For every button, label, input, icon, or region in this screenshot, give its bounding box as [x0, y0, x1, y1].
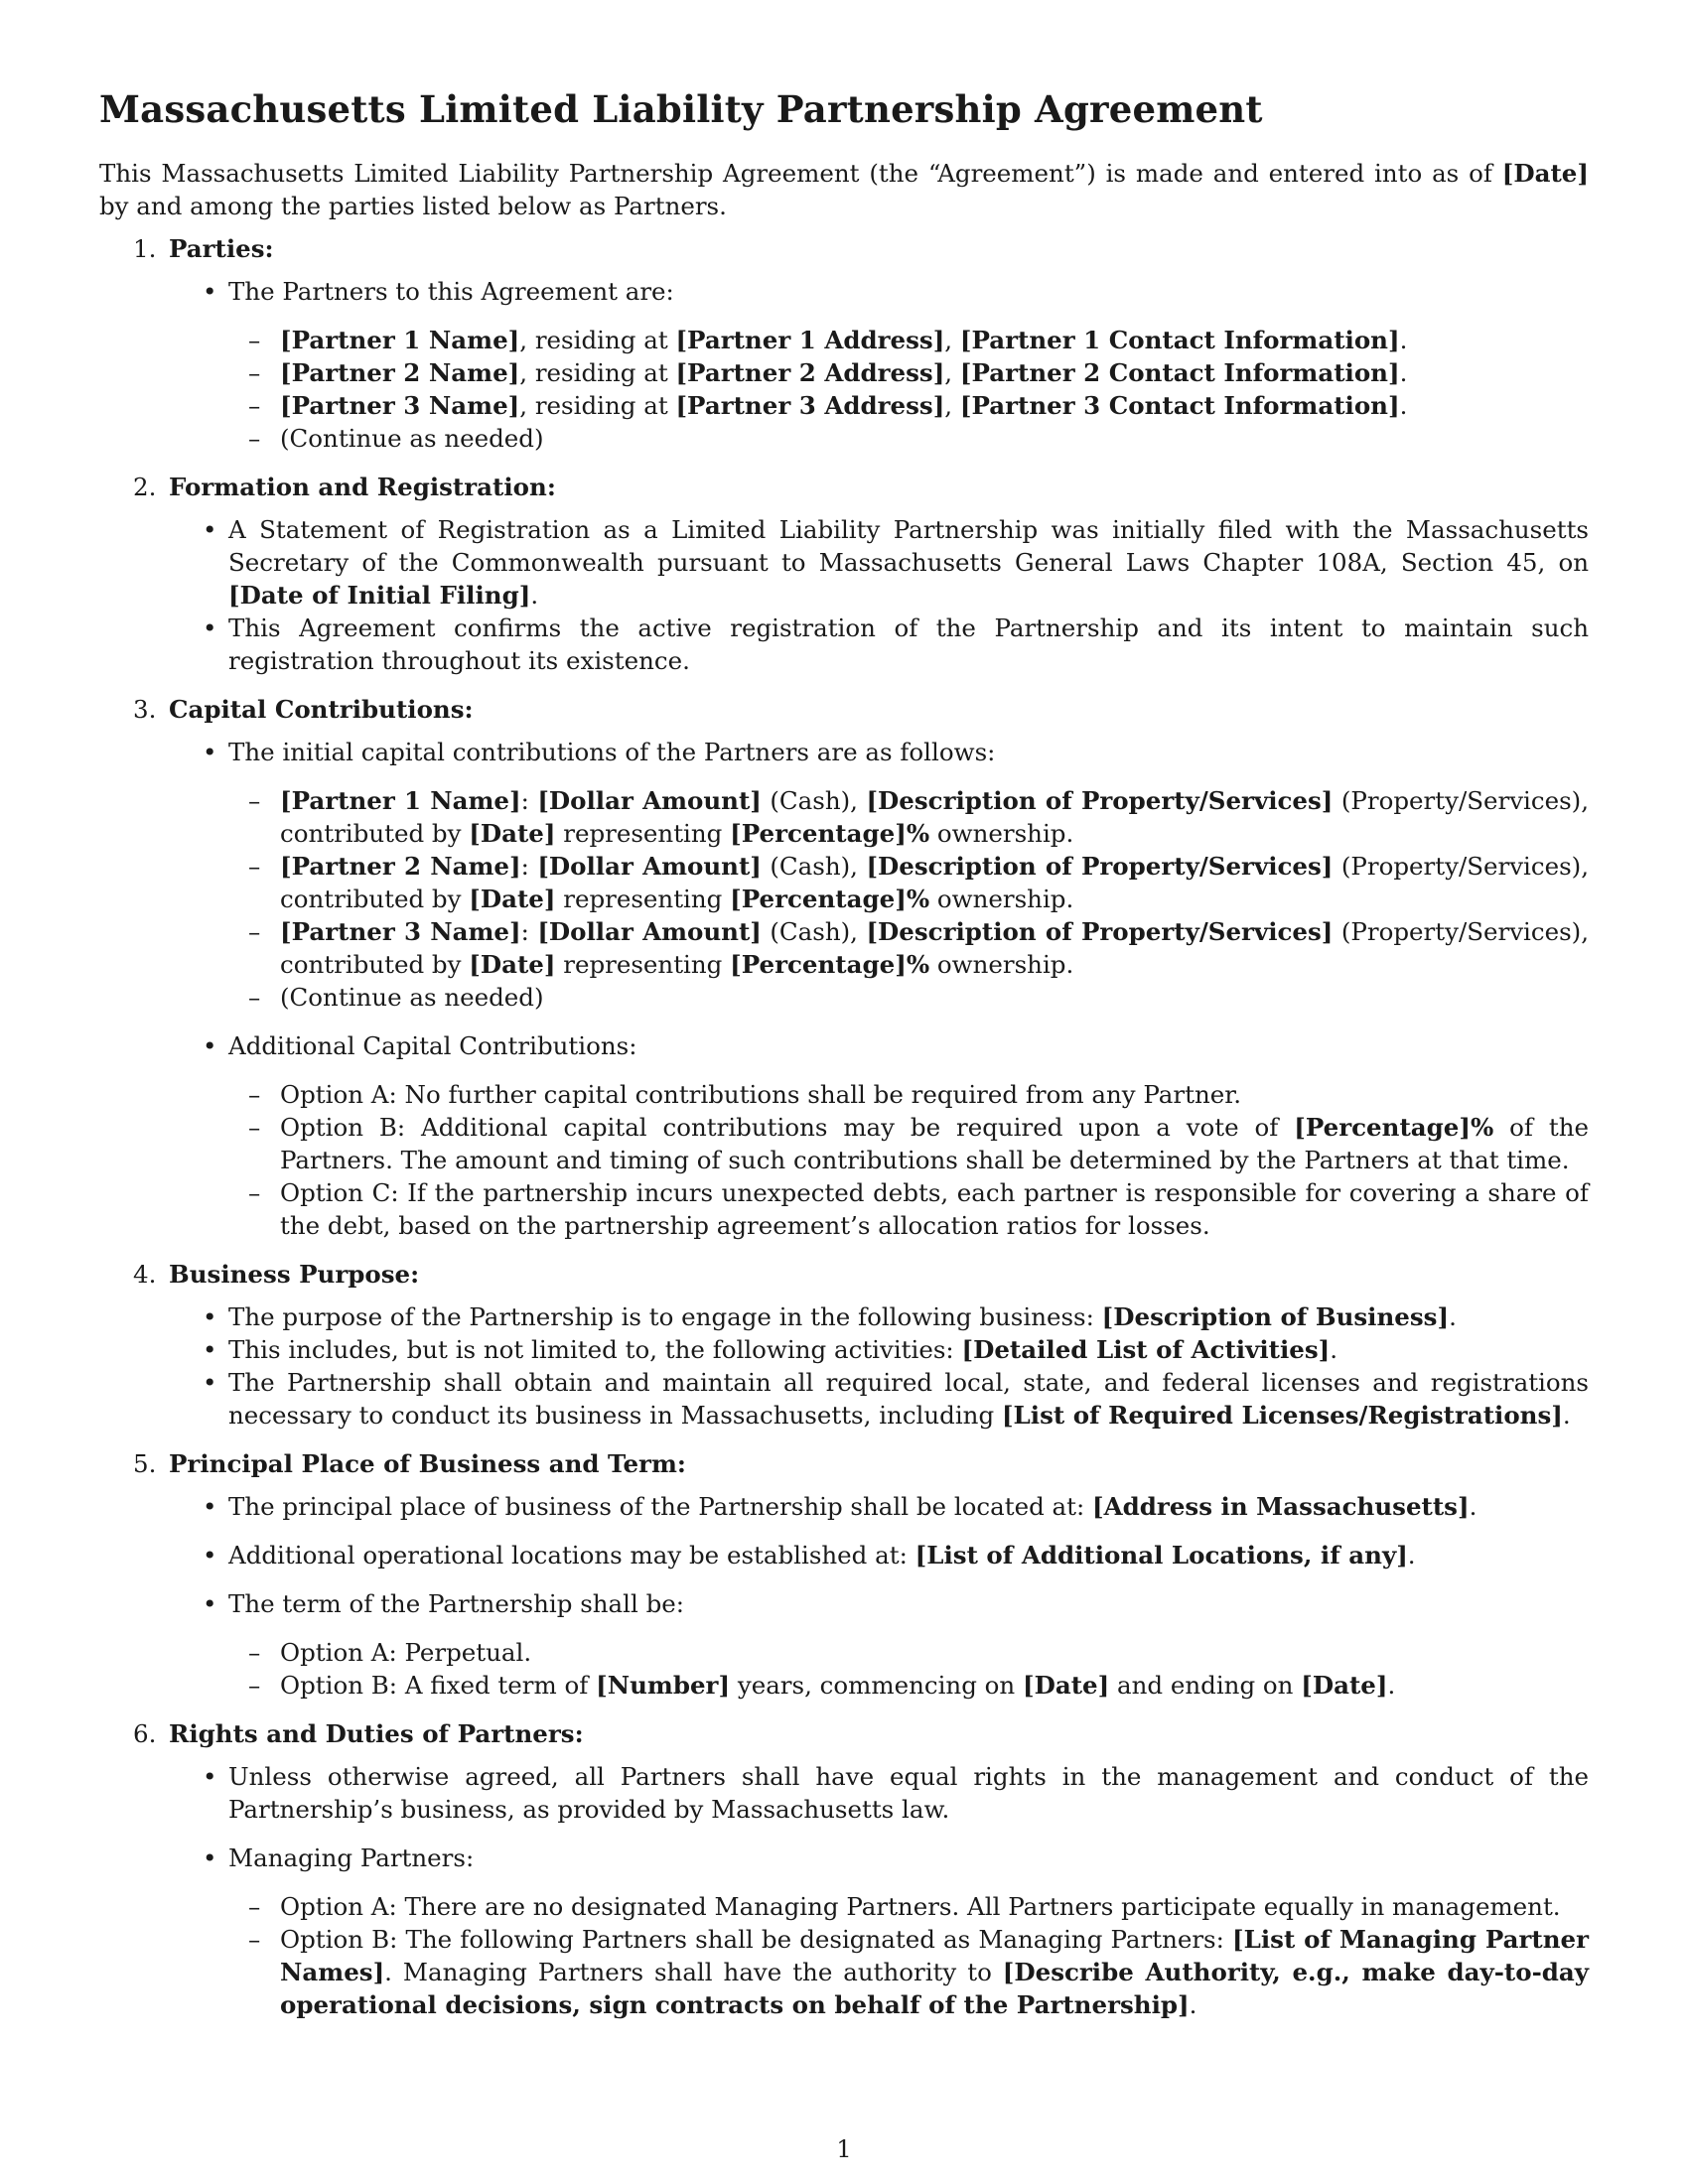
address-placeholder: [Address in Massachusetts] [1092, 1492, 1470, 1522]
text: (Property/Services), contributed by [280, 917, 1590, 980]
partner-contact: [Partner 3 Contact Information] [959, 391, 1400, 421]
bullet-item [169, 1760, 1589, 1826]
dollar-amount: [Dollar Amount] [537, 852, 762, 882]
bullet-item [169, 513, 1589, 612]
text: representing [555, 885, 731, 914]
dash-icon: – [248, 358, 261, 388]
text: , [944, 358, 960, 388]
text: : [520, 786, 538, 816]
sections-list [99, 232, 1589, 2021]
partner-contact: [Partner 2 Contact Information] [959, 358, 1400, 388]
dollar-amount: [Dollar Amount] [537, 786, 762, 816]
option-text: Option B: Additional capital contributions may be required upon a vote of [280, 1113, 1295, 1143]
bullet-text: The purpose of the Partnership is to engage in the following business: [228, 1302, 1102, 1332]
option-text: Option B: The following Partners shall be designated as Managing Partners: [280, 1925, 1233, 1955]
document-page [99, 87, 1589, 2037]
bullet-item [169, 612, 1589, 677]
options-list [228, 1636, 1589, 1702]
bullet-item [169, 1539, 1589, 1571]
option-item [228, 1078, 1589, 1111]
section-title: Formation and Registration: [169, 473, 556, 502]
text: . [1399, 391, 1408, 421]
bullet-item [169, 1366, 1589, 1432]
bullet-text: Additional Capital Contributions: [228, 1031, 637, 1061]
partner-address: [Partner 2 Address] [675, 358, 945, 388]
contribution-item [228, 850, 1589, 915]
bullet-text: The Partnership shall obtain and maintain all required local, state, and federal licenses and registrations necessary to conduct its business in Massachusetts, including [228, 1368, 1589, 1431]
text: . [1330, 1335, 1338, 1365]
date-placeholder: [Date] [469, 950, 556, 980]
bullet-list [169, 1300, 1589, 1432]
partner-address: [Partner 1 Address] [675, 326, 945, 355]
section-rights-duties [99, 1717, 1589, 2021]
text: : [520, 917, 538, 947]
bullet-text: A Statement of Registration as a Limited Liability Partnership was initially filed with the Massachusetts Secretary of the Commonwealth pursuant to Massachusetts General Laws Chapter 108A, Section 45, on [228, 515, 1589, 578]
section-parties [99, 232, 1589, 455]
section-capital-contributions [99, 693, 1589, 1242]
section-business-purpose [99, 1258, 1589, 1432]
percentage-placeholder: [Percentage]% [730, 885, 930, 914]
section-number: 5. [133, 1449, 157, 1479]
bullet-text: The Partners to this Agreement are: [228, 277, 674, 307]
contribution-list [228, 784, 1589, 1014]
start-date-placeholder: [Date] [1023, 1671, 1110, 1701]
bullet-text: The term of the Partnership shall be: [228, 1589, 685, 1619]
bullet-icon: • [203, 614, 217, 643]
section-title: Principal Place of Business and Term: [169, 1449, 686, 1479]
bullet-list [169, 1490, 1589, 1702]
text: , residing at [519, 326, 676, 355]
bullet-icon: • [203, 277, 217, 307]
option-item [228, 1669, 1589, 1702]
dash-icon: – [248, 1892, 261, 1922]
authority-placeholder: [Describe Authority, e.g., make day-to-day operational decisions, sign contracts on behalf of the Partnership] [280, 1958, 1589, 2020]
dash-icon: – [248, 1638, 261, 1668]
bullet-list [169, 275, 1589, 455]
options-list [228, 1078, 1589, 1242]
text: (Property/Services), contributed by [280, 786, 1590, 849]
section-formation [99, 471, 1589, 677]
bullet-list [169, 1760, 1589, 2021]
intro-paragraph [99, 157, 1589, 222]
contribution-item [228, 915, 1589, 981]
partner-contact: [Partner 1 Contact Information] [959, 326, 1400, 355]
bullet-item [169, 1490, 1589, 1523]
percentage-placeholder: [Percentage]% [730, 950, 930, 980]
option-text: Option A: No further capital contributions shall be required from any Partner. [280, 1080, 1242, 1110]
bullet-text: The principal place of business of the Partnership shall be located at: [228, 1492, 1093, 1522]
continue-item [228, 981, 1589, 1014]
option-text: Option A: Perpetual. [280, 1638, 532, 1668]
filing-date-placeholder: [Date of Initial Filing] [228, 581, 531, 611]
text: . [1399, 358, 1408, 388]
locations-placeholder: [List of Additional Locations, if any] [914, 1541, 1408, 1570]
text: (Cash), [761, 917, 867, 947]
dash-icon: – [248, 786, 261, 816]
bullet-icon: • [203, 1302, 217, 1332]
end-date-placeholder: [Date] [1301, 1671, 1388, 1701]
bullet-icon: • [203, 1031, 217, 1061]
partner-name: [Partner 3 Name] [280, 917, 521, 947]
partner-item [228, 356, 1589, 389]
dash-icon: – [248, 326, 261, 355]
text: , [944, 326, 960, 355]
section-number: 1. [133, 234, 157, 264]
bullet-item [169, 1029, 1589, 1242]
section-number: 2. [133, 473, 157, 502]
text: representing [555, 950, 731, 980]
bullet-text: Managing Partners: [228, 1843, 475, 1873]
option-text: and ending on [1109, 1671, 1302, 1701]
option-text: Option C: If the partnership incurs unexpected debts, each partner is responsible for covering a share of the debt, based on the partnership agreement’s allocation ratios for losses. [280, 1178, 1589, 1241]
bullet-icon: • [203, 1492, 217, 1522]
text: . [1562, 1401, 1571, 1431]
option-item [228, 1111, 1589, 1176]
bullet-list [169, 513, 1589, 677]
date-placeholder: [Date] [469, 885, 556, 914]
text: ownership. [929, 819, 1074, 849]
text: . [1449, 1302, 1457, 1332]
page-number: 1 [836, 2135, 852, 2163]
business-description-placeholder: [Description of Business] [1101, 1302, 1450, 1332]
bullet-text: Additional operational locations may be established at: [228, 1541, 915, 1570]
bullet-icon: • [203, 1843, 217, 1873]
dash-icon: – [248, 424, 261, 454]
text: representing [555, 819, 731, 849]
text: . [530, 581, 539, 611]
text: . [1469, 1492, 1477, 1522]
text: ownership. [929, 950, 1074, 980]
dash-icon: – [248, 1113, 261, 1143]
continue-text: (Continue as needed) [280, 983, 544, 1013]
partner-item [228, 389, 1589, 422]
text: . [1407, 1541, 1416, 1570]
dash-icon: – [248, 917, 261, 947]
managing-partners-placeholder: [List of Managing Partner Names] [280, 1925, 1590, 1987]
partner-list [228, 324, 1589, 455]
section-number: 3. [133, 695, 157, 725]
licenses-placeholder: [List of Required Licenses/Registrations] [1001, 1401, 1563, 1431]
bullet-icon: • [203, 738, 217, 767]
intro-date-placeholder: [Date] [1501, 159, 1589, 189]
section-title: Parties: [169, 234, 274, 264]
bullet-item [169, 1842, 1589, 2021]
bullet-icon: • [203, 1368, 217, 1398]
property-description: [Description of Property/Services] [866, 917, 1334, 947]
text: . [1399, 326, 1408, 355]
text: (Cash), [761, 786, 867, 816]
partner-item [228, 324, 1589, 356]
dash-icon: – [248, 983, 261, 1013]
text: : [520, 852, 538, 882]
continue-item [228, 422, 1589, 455]
bullet-item [169, 1587, 1589, 1702]
bullet-item [169, 1300, 1589, 1333]
option-item [228, 1176, 1589, 1242]
text: (Cash), [761, 852, 867, 882]
bullet-icon: • [203, 1541, 217, 1570]
partner-name: [Partner 1 Name] [280, 326, 520, 355]
bullet-text: This includes, but is not limited to, the following activities: [228, 1335, 962, 1365]
option-text: years, commencing on [730, 1671, 1023, 1701]
section-title: Business Purpose: [169, 1260, 420, 1290]
option-text: Option A: There are no designated Managing Partners. All Partners participate equally in management. [280, 1892, 1561, 1922]
bullet-icon: • [203, 515, 217, 545]
option-text: . Managing Partners shall have the authority to [384, 1958, 1003, 1987]
section-number: 6. [133, 1719, 157, 1749]
dash-icon: – [248, 1671, 261, 1701]
document-title: Massachusetts Limited Liability Partnership Agreement [99, 87, 1263, 131]
section-number: 4. [133, 1260, 157, 1290]
bullet-item [169, 275, 1589, 455]
intro-text: This Massachusetts Limited Liability Partnership Agreement (the “Agreement”) is made and entered into as of [99, 159, 1502, 189]
date-placeholder: [Date] [469, 819, 556, 849]
partner-name: [Partner 2 Name] [280, 358, 520, 388]
bullet-text: This Agreement confirms the active registration of the Partnership and its intent to maintain such registration throughout its existence. [228, 614, 1589, 676]
bullet-item [169, 736, 1589, 1014]
intro-text-end: by and among the parties listed below as Partners. [99, 192, 727, 221]
partner-name: [Partner 1 Name] [280, 786, 521, 816]
text: , [944, 391, 960, 421]
section-title: Capital Contributions: [169, 695, 474, 725]
property-description: [Description of Property/Services] [866, 786, 1334, 816]
option-item [228, 1923, 1589, 2021]
section-principal-place [99, 1447, 1589, 1702]
continue-text: (Continue as needed) [280, 424, 544, 454]
contribution-item [228, 784, 1589, 850]
option-text: of the Partners. The amount and timing of such contributions shall be determined by the Partners at that time. [280, 1113, 1589, 1175]
dash-icon: – [248, 1925, 261, 1955]
activities-placeholder: [Detailed List of Activities] [961, 1335, 1331, 1365]
dash-icon: – [248, 1178, 261, 1208]
text: . [1387, 1671, 1396, 1701]
option-item [228, 1890, 1589, 1923]
bullet-list [169, 736, 1589, 1242]
option-item [228, 1636, 1589, 1669]
text: ownership. [929, 885, 1074, 914]
section-title: Rights and Duties of Partners: [169, 1719, 584, 1749]
bullet-item [169, 1333, 1589, 1366]
percentage-placeholder: [Percentage]% [730, 819, 930, 849]
dash-icon: – [248, 1080, 261, 1110]
property-description: [Description of Property/Services] [866, 852, 1334, 882]
bullet-icon: • [203, 1589, 217, 1619]
text: , residing at [519, 358, 676, 388]
bullet-text: The initial capital contributions of the Partners are as follows: [228, 738, 996, 767]
text: , residing at [519, 391, 676, 421]
text: (Property/Services), contributed by [280, 852, 1590, 914]
partner-address: [Partner 3 Address] [675, 391, 945, 421]
partner-name: [Partner 2 Name] [280, 852, 521, 882]
partner-name: [Partner 3 Name] [280, 391, 520, 421]
text: . [1189, 1990, 1197, 2020]
options-list [228, 1890, 1589, 2021]
dash-icon: – [248, 852, 261, 882]
bullet-icon: • [203, 1335, 217, 1365]
dollar-amount: [Dollar Amount] [537, 917, 762, 947]
number-placeholder: [Number] [596, 1671, 731, 1701]
bullet-text: Unless otherwise agreed, all Partners shall have equal rights in the management and conduct of the Partnership’s business, as provided by Massachusetts law. [228, 1762, 1589, 1825]
dash-icon: – [248, 391, 261, 421]
option-text: Option B: A fixed term of [280, 1671, 597, 1701]
bullet-icon: • [203, 1762, 217, 1792]
percentage-placeholder: [Percentage]% [1294, 1113, 1494, 1143]
